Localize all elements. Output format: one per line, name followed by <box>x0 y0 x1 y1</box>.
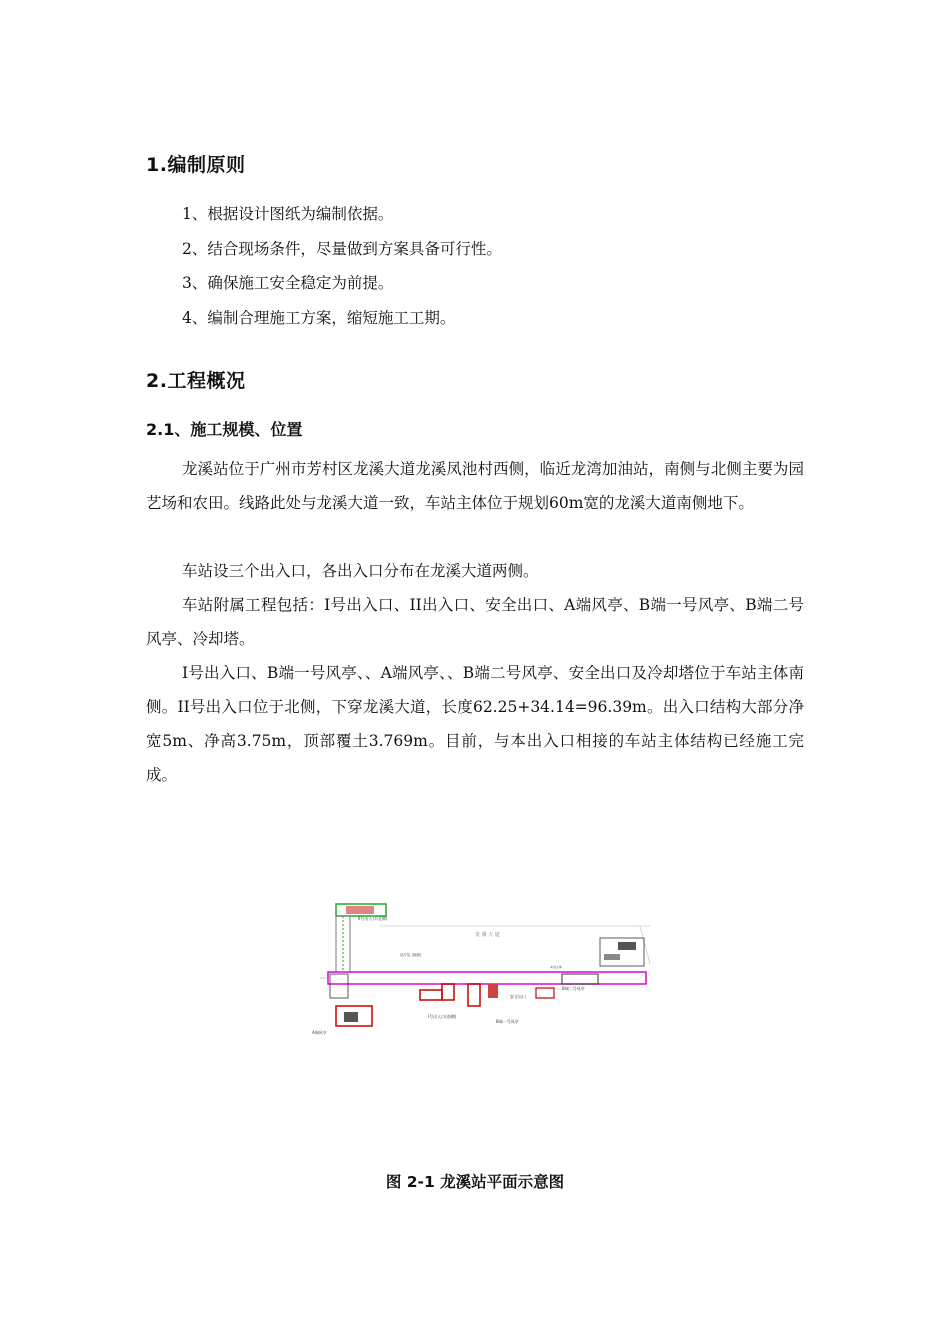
paragraph-location: 龙溪站位于广州市芳村区龙溪大道龙溪凤池村西侧，临近龙湾加油站，南侧与北侧主要为园艺场和农田。线路此处与龙溪大道一致，车站主体位于规划60m宽的龙溪大道南侧地下。 <box>146 460 804 512</box>
label-exit-2: II号出入口(北侧) <box>358 916 388 921</box>
figure-caption: 图 2-1 龙溪站平面示意图 <box>385 1173 565 1191</box>
label-a-end: A端风亭 <box>312 1030 327 1035</box>
paragraph-exits: 车站设三个出入口，各出入口分布在龙溪大道两侧。 <box>182 562 539 580</box>
label-exit-1: I号出入口(南侧) <box>428 1014 457 1019</box>
principle-item-1: 1、根据设计图纸为编制依据。 <box>182 205 394 223</box>
svg-text:站厅层 (地面): 站厅层 (地面) <box>400 953 422 957</box>
label-b2: B端二号风亭 <box>562 986 585 991</box>
station-plan-figure <box>300 896 660 1046</box>
principle-item-4: 4、编制合理施工方案，缩短施工工期。 <box>182 309 456 327</box>
label-road: 龙 溪 大 道 <box>475 932 500 938</box>
section-2-1-heading: 2.1、施工规模、位置 <box>146 420 303 439</box>
section-1-heading: 1.编制原则 <box>146 154 246 176</box>
paragraph-details: I号出入口、B端一号风亭、、A端风亭、、B端二号风亭、安全出口及冷却塔位于车站主体南侧。II号出入口位于北侧，下穿龙溪大道，长度62.25+34.14=96.39m。出入口结构大部分净宽5m、净高3.75m，顶部覆土3.769m。目前，与本出入口相接的车站主体结构已经施工完成。 <box>146 664 804 784</box>
section-2-heading: 2.工程概况 <box>146 370 246 392</box>
svg-text:车站主体: 车站主体 <box>550 965 563 969</box>
label-b1: B端一号风亭 <box>496 1019 519 1024</box>
principle-item-2: 2、结合现场条件，尽量做到方案具备可行性。 <box>182 240 502 258</box>
label-safety: 安全出口 <box>510 994 526 999</box>
paragraph-ancillary: 车站附属工程包括：I号出入口、II出入口、安全出口、A端风亭、B端一号风亭、B端二号风亭、冷却塔。 <box>146 596 804 648</box>
principle-item-3: 3、确保施工安全稳定为前提。 <box>182 274 394 292</box>
